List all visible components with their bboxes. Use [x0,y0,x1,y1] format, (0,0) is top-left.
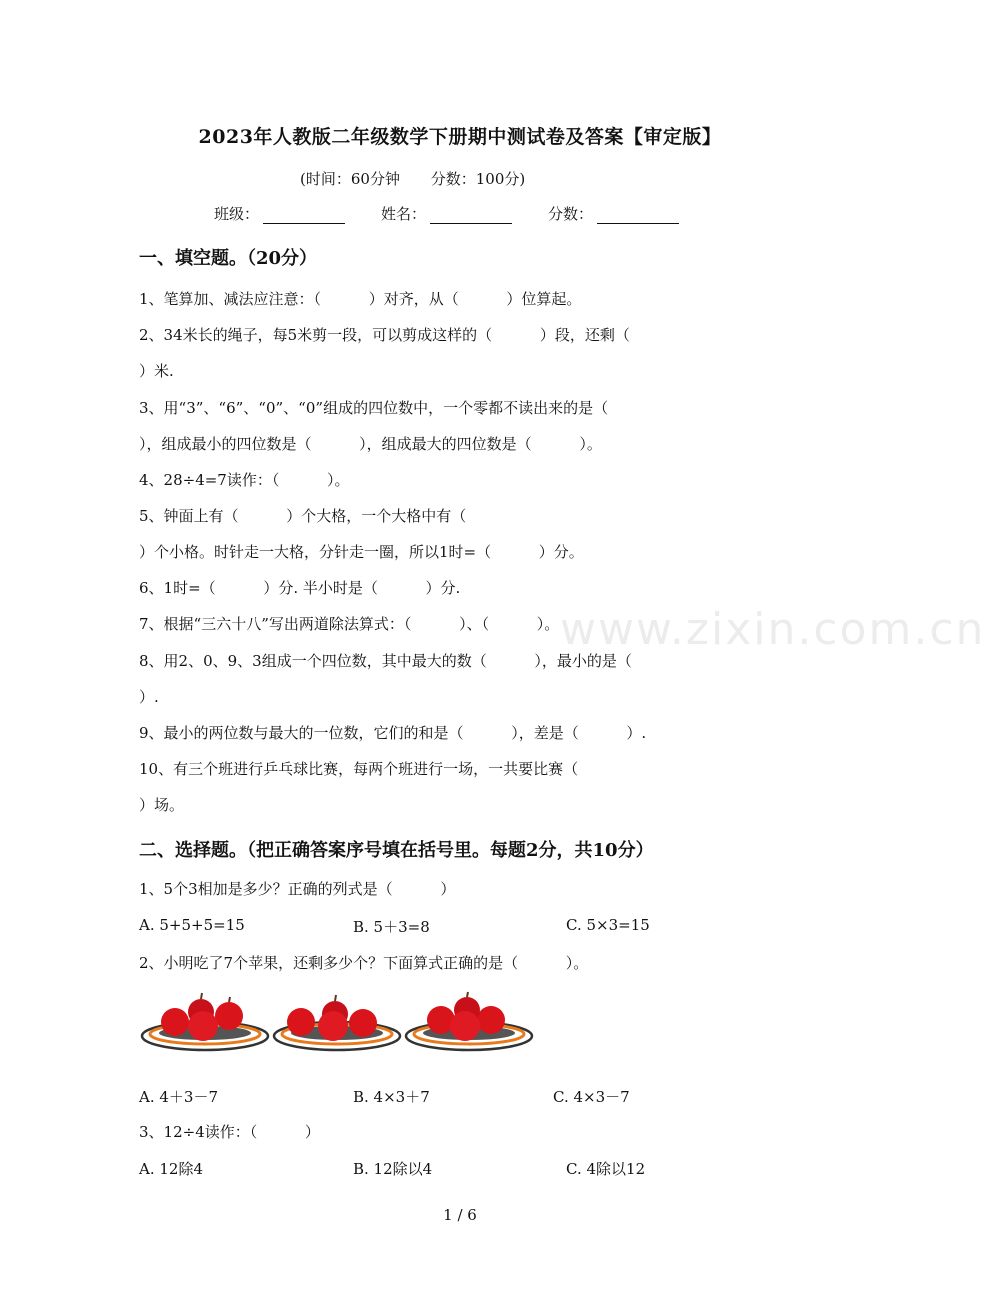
student-info-row [214,203,715,224]
option-b[interactable]: B. 12除以4 [353,1160,433,1178]
page-title: 2023年人教版二年级数学下册期中测试卷及答案【审定版】 [198,126,722,148]
question-line: ），组成最小的四位数是（ ），组成最大的四位数是（ ）。 [139,435,602,453]
question-line: 5、钟面上有（ ）个大格，一个大格中有（ [139,507,467,525]
section-heading-multiple-choice: 二、选择题。（把正确答案序号填在括号里。每题2分，共10分） [139,840,654,861]
option-a[interactable]: A. 4＋3－7 [139,1088,218,1106]
question-line: ）米. [139,362,174,380]
section-heading-fill-in: 一、填空题。（20分） [139,248,318,269]
question-line: 7、根据“三六十八”写出两道除法算式：（ ）、（ ）。 [139,615,560,633]
question-line: 8、用2、0、9、3组成一个四位数，其中最大的数（ ），最小的是（ [139,652,632,670]
option-c[interactable]: C. 5×3=15 [566,916,650,934]
question-line: 9、最小的两位数与最大的一位数，它们的和是（ ），差是（ ）. [139,724,647,742]
question-line: 4、28÷4=7读作：（ ）。 [139,471,350,489]
class-field [214,203,345,224]
question-line: 1、笔算加、减法应注意：（ ）对齐，从（ ）位算起。 [139,290,582,308]
score-blank[interactable] [597,207,679,224]
exam-total-score: 分数：100分) [430,170,526,188]
question-line: 6、1时=（ ）分. 半小时是（ ）分. [139,579,461,597]
option-a[interactable]: A. 5+5+5=15 [139,916,245,934]
page-number: 1 / 6 [443,1206,477,1224]
name-label: 姓名： [381,205,427,223]
class-label: 班级： [214,205,260,223]
question-line: ）个小格。时针走一大格，分针走一圈，所以1时=（ ）分。 [139,543,584,561]
option-a[interactable]: A. 12除4 [139,1160,203,1178]
question-line: 2、34米长的绳子，每5米剪一段，可以剪成这样的（ ）段，还剩（ [139,326,630,344]
exam-time: (时间：60分钟 [300,170,400,188]
question-line: 3、用“3”、“6”、“0”、“0”组成的四位数中，一个零都不读出来的是（ [139,399,609,417]
exam-meta [300,168,551,189]
question-line: ）场。 [139,796,185,814]
question-line: 2、小明吃了7个苹果，还剩多少个？下面算式正确的是（ ）。 [139,954,589,972]
question-line: 10、有三个班进行乒乓球比赛，每两个班进行一场，一共要比赛（ [139,760,579,778]
question-line: 1、5个3相加是多少？正确的列式是（ ） [139,880,456,898]
option-b[interactable]: B. 4×3＋7 [353,1088,430,1106]
option-c[interactable]: C. 4除以12 [566,1160,646,1178]
watermark: www.zixin.com.cn [560,604,985,655]
name-field [381,203,512,224]
option-c[interactable]: C. 4×3－7 [553,1088,630,1106]
class-blank[interactable] [263,207,345,224]
apple-plate-image [139,992,539,1054]
option-b[interactable]: B. 5＋3=8 [353,918,430,936]
question-line: 3、12÷4读作：（ ） [139,1123,320,1141]
score-label: 分数： [548,205,594,223]
name-blank[interactable] [430,207,512,224]
question-line: ）. [139,688,159,706]
score-field [548,203,679,224]
